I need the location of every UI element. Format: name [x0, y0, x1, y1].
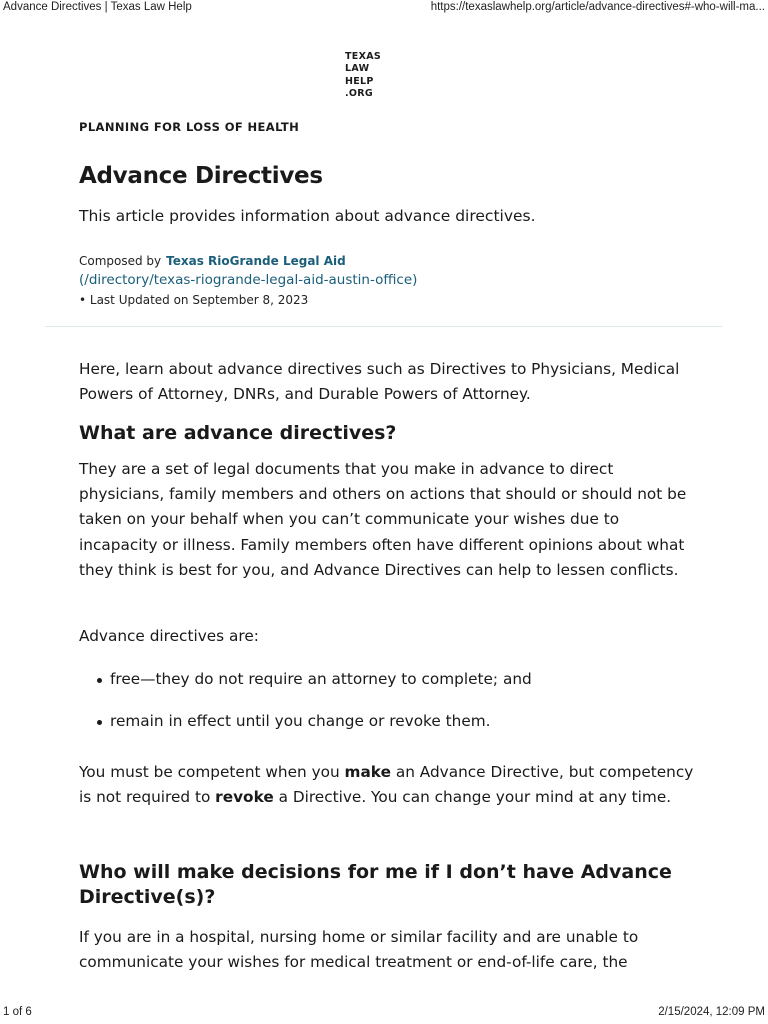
what-paragraph: They are a set of legal documents that you make in advance to direct physicians, family members and others on actions that should or should not be taken on your behalf when you can’t communicate your wishes due to incapacity or illness. Family members often have different opinions about what they think is best for you, and Advance Directives can help to lessen conflicts. — [79, 460, 687, 579]
author-link[interactable]: Texas RioGrande Legal Aid — [166, 254, 346, 268]
article-title: Advance Directives — [79, 163, 323, 189]
competent-text: You must be competent when you — [79, 763, 345, 781]
logo-line: HELP — [345, 75, 374, 87]
competent-text: a Directive. You can change your mind at any time. — [273, 788, 672, 807]
bullet-dot — [97, 678, 102, 683]
header-divider — [45, 326, 722, 327]
logo-line: TEXAS — [345, 51, 381, 62]
byline — [79, 252, 699, 309]
list-item — [79, 709, 699, 734]
competent-text: an Advance Directive, but competency is not required to — [79, 763, 694, 807]
list-item — [79, 667, 699, 692]
print-header — [0, 0, 768, 18]
composed-by-label: Composed by — [79, 254, 162, 268]
are-label: Advance directives are: — [79, 627, 259, 645]
logo-line: LAW — [345, 63, 370, 75]
last-updated: • Last Updated on September 8, 2023 — [79, 293, 309, 307]
site-logo[interactable] — [345, 51, 381, 101]
competent-bold-revoke: revoke — [215, 788, 274, 807]
who-paragraph: If you are in a hospital, nursing home or similar facility and are unable to communicate your wishes for medical treatment or end-of-life care, the — [79, 928, 639, 972]
advance-directives-list — [79, 667, 699, 734]
list-item-text: free—they do not require an attorney to complete; and — [110, 670, 532, 688]
print-footer — [0, 1006, 768, 1024]
print-page-url: https://texaslawhelp.org/article/advance-directives#-who-will-ma... — [430, 1, 765, 13]
heading-what-are-advance-directives: What are advance directives? — [79, 422, 397, 444]
logo-line: .ORG — [345, 88, 373, 100]
list-item-text: remain in effect until you change or revoke them. — [110, 712, 491, 730]
bullet-dot — [97, 720, 102, 725]
print-page-title: Advance Directives | Texas Law Help — [3, 1, 192, 13]
print-datetime: 2/15/2024, 12:09 PM — [658, 1006, 765, 1018]
print-page-number: 1 of 6 — [3, 1006, 32, 1018]
section-label[interactable]: PLANNING FOR LOSS OF HEALTH — [79, 120, 300, 134]
intro-paragraph: Here, learn about advance directives such as Directives to Physicians, Medical Powers of Attorney, DNRs, and Durable Powers of Attorney. — [79, 360, 680, 404]
competent-bold-make: make — [344, 763, 391, 781]
competent-paragraph — [79, 760, 699, 810]
author-link-path[interactable]: (/directory/texas-riogrande-legal-aid-austin-office) — [79, 272, 418, 288]
heading-who-will-make-decisions: Who will make decisions for me if I don’t have Advance Directive(s)? — [79, 861, 672, 908]
article-summary: This article provides information about advance directives. — [79, 207, 536, 225]
